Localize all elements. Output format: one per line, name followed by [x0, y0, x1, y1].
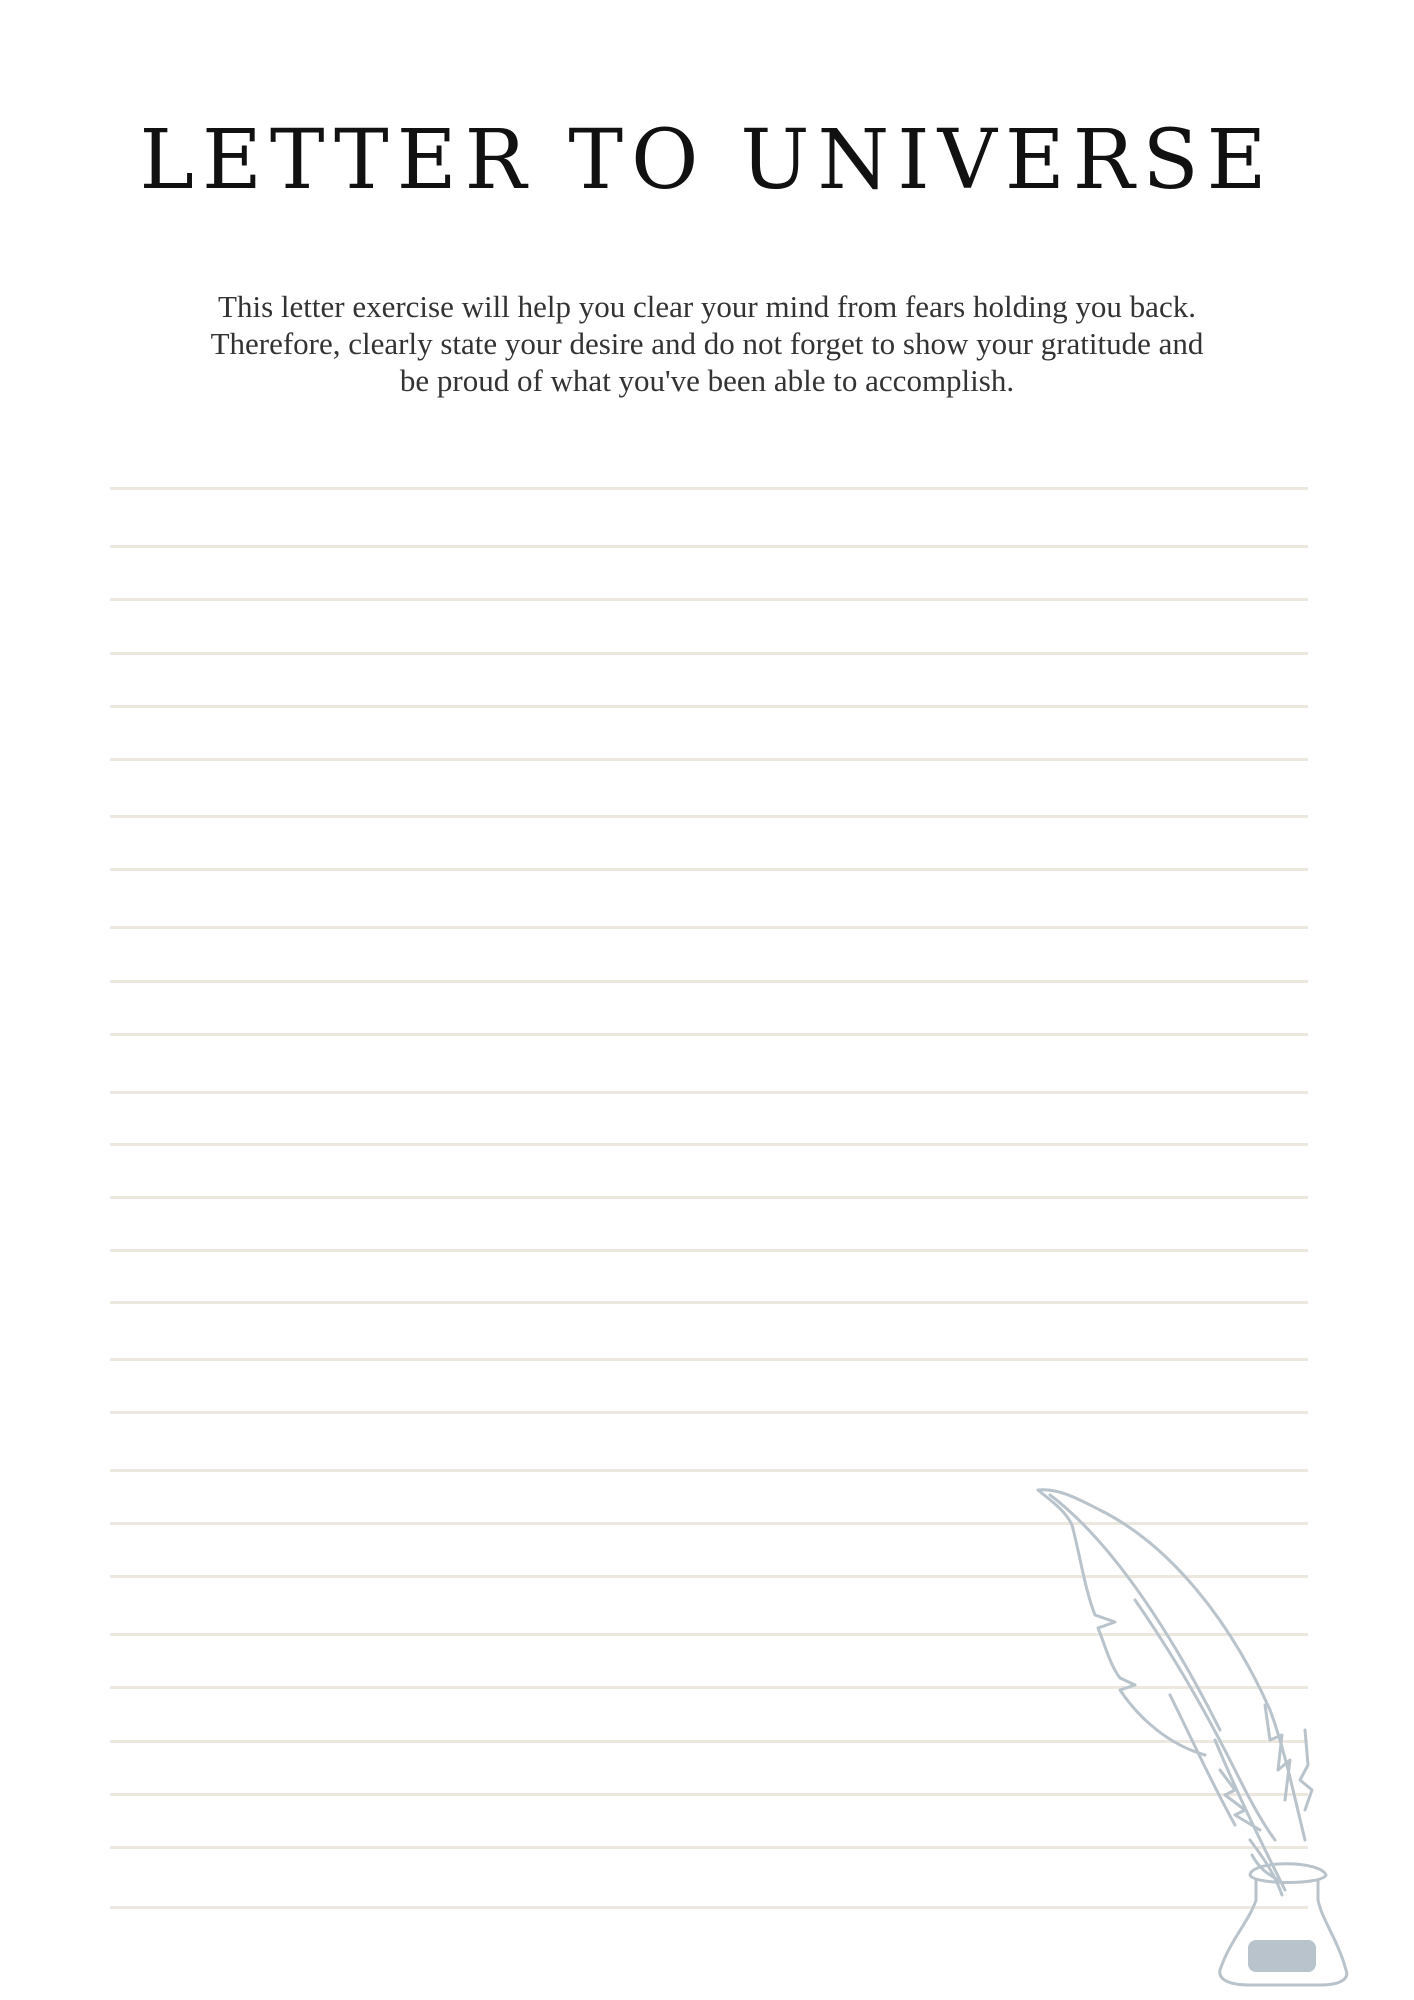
quill-and-inkwell-icon — [1020, 1480, 1350, 1990]
writing-line — [110, 1249, 1308, 1252]
writing-line — [110, 1196, 1308, 1199]
writing-line — [110, 926, 1308, 929]
writing-line — [110, 1143, 1308, 1146]
writing-line — [110, 1469, 1308, 1472]
writing-line — [110, 1358, 1308, 1361]
writing-line — [110, 487, 1308, 490]
writing-line — [110, 815, 1308, 818]
writing-line — [110, 1411, 1308, 1414]
intro-line: Therefore, clearly state your desire and do not forget to show your gratitude and — [210, 326, 1204, 361]
intro-line: be proud of what you've been able to accomplish. — [399, 363, 1015, 398]
writing-line — [110, 705, 1308, 708]
page-title: LETTER TO UNIVERSE — [139, 113, 1275, 208]
writing-line — [110, 980, 1308, 983]
intro-line: This letter exercise will help you clear your mind from fears holding you back. — [218, 289, 1196, 324]
writing-line — [110, 1301, 1308, 1304]
writing-line — [110, 1091, 1308, 1094]
writing-line — [110, 652, 1308, 655]
writing-line — [110, 758, 1308, 761]
writing-line — [110, 1033, 1308, 1036]
writing-line — [110, 598, 1308, 601]
writing-line — [110, 868, 1308, 871]
writing-line — [110, 545, 1308, 548]
